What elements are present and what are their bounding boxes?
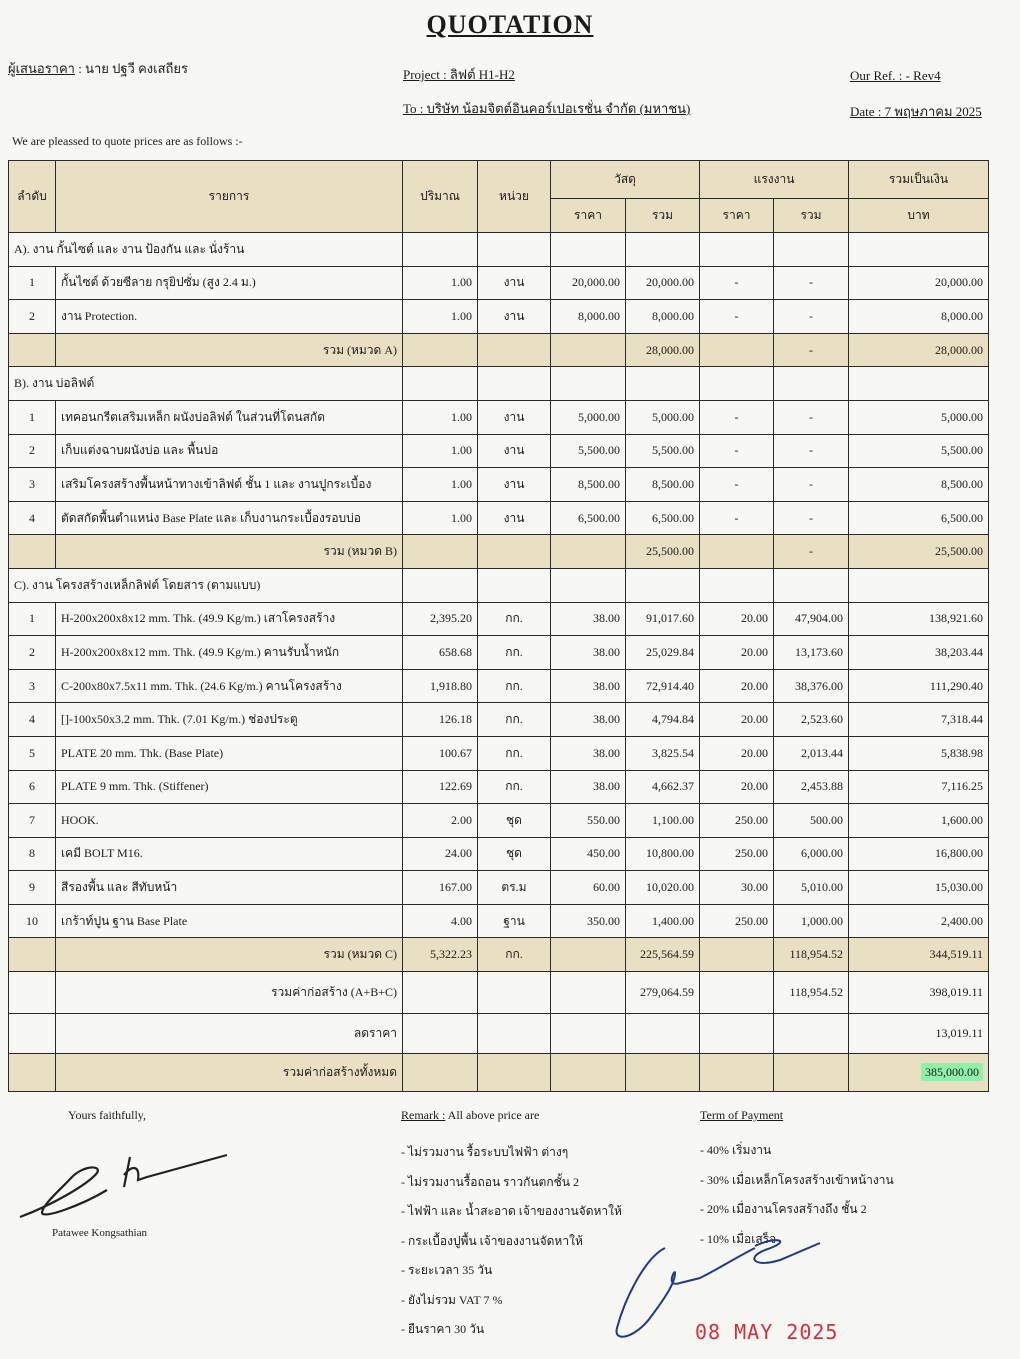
summary-mat-sum: 25,500.00 [626, 535, 700, 569]
grand-total-row-label: รวมค่าก่อสร้างทั้งหมด [56, 1054, 403, 1092]
row-qty: 1,918.80 [403, 669, 478, 703]
empty-cell [700, 333, 774, 367]
section-summary-row [9, 535, 989, 569]
table-row [9, 468, 989, 502]
row-lab-price: 20.00 [700, 770, 774, 804]
remarks-list [401, 1138, 622, 1345]
grand-total-row-material [626, 1054, 700, 1092]
row-mat-price: 350.00 [551, 904, 626, 938]
section-header-row [9, 568, 989, 602]
row-qty: 100.67 [403, 736, 478, 770]
section-summary-row [9, 333, 989, 367]
table-row [9, 266, 989, 300]
table-row [9, 400, 989, 434]
row-total: 8,500.00 [849, 468, 989, 502]
row-no: 4 [9, 703, 56, 737]
summary-qty [403, 535, 478, 569]
empty-cell [551, 1054, 626, 1092]
row-qty: 658.68 [403, 636, 478, 670]
empty-cell [700, 233, 774, 267]
row-mat-price: 38.00 [551, 636, 626, 670]
empty-cell [478, 1014, 551, 1054]
table-row [9, 636, 989, 670]
row-description: เก็บแต่งฉาบผนังบ่อ และ พื้นบ่อ [56, 434, 403, 468]
row-unit: ชุด [478, 804, 551, 838]
row-total: 8,000.00 [849, 300, 989, 334]
section-header-row [9, 233, 989, 267]
empty-cell [774, 367, 849, 401]
summary-lab-sum: 118,954.52 [774, 938, 849, 972]
empty-cell [700, 367, 774, 401]
row-lab-price: - [700, 434, 774, 468]
discount-row [9, 1014, 989, 1054]
offerer-label: ผู้เสนอราคา [8, 61, 75, 76]
empty-cell [551, 233, 626, 267]
row-no: 7 [9, 804, 56, 838]
empty-cell [478, 367, 551, 401]
col-no-header: ลำดับ [9, 161, 56, 233]
grand-total-row-labor [774, 1054, 849, 1092]
row-unit: งาน [478, 434, 551, 468]
summary-total: 344,519.11 [849, 938, 989, 972]
row-total: 15,030.00 [849, 871, 989, 905]
row-mat-sum: 1,400.00 [626, 904, 700, 938]
col-unit-header: หน่วย [478, 161, 551, 233]
row-total: 2,400.00 [849, 904, 989, 938]
summary-total: 25,500.00 [849, 535, 989, 569]
row-description: งาน Protection. [56, 300, 403, 334]
empty-cell [478, 568, 551, 602]
summary-lab-sum: - [774, 333, 849, 367]
empty-cell [403, 1054, 478, 1092]
row-description: HOOK. [56, 804, 403, 838]
row-description: H-200x200x8x12 mm. Thk. (49.9 Kg/m.) เสาโครงสร้าง [56, 602, 403, 636]
empty-cell [700, 568, 774, 602]
empty-cell [849, 233, 989, 267]
empty-cell [9, 938, 56, 972]
offerer-name: : นาย ปฐวี คงเสถียร [78, 61, 189, 76]
row-lab-price: - [700, 468, 774, 502]
row-mat-price: 20,000.00 [551, 266, 626, 300]
section-title: B). งาน บ่อลิฟต์ [9, 367, 403, 401]
summary-qty [403, 333, 478, 367]
row-lab-price: 250.00 [700, 804, 774, 838]
row-unit: งาน [478, 266, 551, 300]
section-summary-row [9, 938, 989, 972]
empty-cell [700, 1054, 774, 1092]
empty-cell [9, 1054, 56, 1092]
row-total: 7,318.44 [849, 703, 989, 737]
empty-cell [551, 938, 626, 972]
summary-total: 28,000.00 [849, 333, 989, 367]
row-lab-sum: - [774, 300, 849, 334]
empty-cell [849, 367, 989, 401]
row-qty: 4.00 [403, 904, 478, 938]
row-mat-sum: 20,000.00 [626, 266, 700, 300]
row-lab-price: 20.00 [700, 636, 774, 670]
empty-cell [849, 568, 989, 602]
row-total: 5,838.98 [849, 736, 989, 770]
row-unit: กก. [478, 770, 551, 804]
row-qty: 1.00 [403, 300, 478, 334]
empty-cell [551, 367, 626, 401]
row-lab-sum: 13,173.60 [774, 636, 849, 670]
table-row [9, 871, 989, 905]
row-description: C-200x80x7.5x11 mm. Thk. (24.6 Kg/m.) คานโครงสร้าง [56, 669, 403, 703]
row-mat-price: 8,000.00 [551, 300, 626, 334]
empty-cell [403, 1014, 478, 1054]
summary-label: รวม (หมวด A) [56, 333, 403, 367]
remark-subtitle: All above price are [447, 1108, 540, 1122]
row-no: 1 [9, 400, 56, 434]
table-row [9, 300, 989, 334]
row-mat-price: 38.00 [551, 669, 626, 703]
row-lab-sum: - [774, 468, 849, 502]
empty-cell [478, 1054, 551, 1092]
row-total: 5,000.00 [849, 400, 989, 434]
remark-item: - ระยะเวลา 35 วัน [401, 1263, 493, 1277]
construction-total-row-amount: 398,019.11 [929, 985, 984, 1000]
row-mat-sum: 72,914.40 [626, 669, 700, 703]
empty-cell [9, 333, 56, 367]
row-unit: งาน [478, 501, 551, 535]
row-lab-sum: - [774, 434, 849, 468]
row-no: 10 [9, 904, 56, 938]
col-labor-price: ราคา [700, 199, 774, 233]
empty-cell [403, 972, 478, 1014]
row-lab-sum: 2,013.44 [774, 736, 849, 770]
row-mat-price: 38.00 [551, 602, 626, 636]
payment-item: - 30% เมื่อเหล็กโครงสร้างเข้าหน้างาน [700, 1172, 894, 1187]
row-lab-price: 20.00 [700, 736, 774, 770]
row-unit: กก. [478, 602, 551, 636]
row-lab-sum: 38,376.00 [774, 669, 849, 703]
empty-cell [403, 367, 478, 401]
remark-title: Remark : [401, 1108, 446, 1122]
summary-mat-sum: 225,564.59 [626, 938, 700, 972]
offerer [8, 58, 188, 79]
table-row [9, 703, 989, 737]
payment-item: - 20% เมื่องานโครงสร้างถึง ชั้น 2 [700, 1202, 867, 1216]
row-lab-price: 20.00 [700, 602, 774, 636]
row-lab-sum: 2,523.60 [774, 703, 849, 737]
row-lab-price: 250.00 [700, 837, 774, 871]
discount-row-amount: 13,019.11 [935, 1026, 984, 1041]
grand-total-row-value [849, 1054, 989, 1092]
section-title: C). งาน โครงสร้างเหล็กลิฟต์ โดยสาร (ตามแบบ) [9, 568, 403, 602]
table-row [9, 736, 989, 770]
col-qty-header: ปริมาณ [403, 161, 478, 233]
row-lab-sum: 47,904.00 [774, 602, 849, 636]
empty-cell [551, 972, 626, 1014]
row-mat-price: 38.00 [551, 703, 626, 737]
row-qty: 2.00 [403, 804, 478, 838]
discount-row-value [849, 1014, 989, 1054]
row-mat-sum: 25,029.84 [626, 636, 700, 670]
row-no: 8 [9, 837, 56, 871]
col-material-header: วัสดุ [551, 161, 700, 199]
row-total: 138,921.60 [849, 602, 989, 636]
summary-unit [478, 535, 551, 569]
row-mat-sum: 91,017.60 [626, 602, 700, 636]
construction-total-row [9, 972, 989, 1014]
row-no: 1 [9, 602, 56, 636]
row-mat-sum: 6,500.00 [626, 501, 700, 535]
row-no: 6 [9, 770, 56, 804]
row-qty: 24.00 [403, 837, 478, 871]
empty-cell [700, 1014, 774, 1054]
empty-cell [403, 568, 478, 602]
row-description: PLATE 20 mm. Thk. (Base Plate) [56, 736, 403, 770]
row-mat-price: 60.00 [551, 871, 626, 905]
row-mat-sum: 8,000.00 [626, 300, 700, 334]
row-unit: งาน [478, 468, 551, 502]
row-mat-price: 38.00 [551, 770, 626, 804]
page-title: QUOTATION [426, 10, 594, 39]
row-mat-price: 38.00 [551, 736, 626, 770]
payment-item: - 40% เริ่มงาน [700, 1143, 772, 1157]
col-material-price: ราคา [551, 199, 626, 233]
empty-cell [626, 568, 700, 602]
row-mat-sum: 1,100.00 [626, 804, 700, 838]
signer-name: Patawee Kongsathian [52, 1227, 147, 1239]
construction-total-row-value [849, 972, 989, 1014]
row-qty: 1.00 [403, 468, 478, 502]
row-description: ตัดสกัดพื้นตำแหน่ง Base Plate และ เก็บงานกระเบื้องรอบบ่อ [56, 501, 403, 535]
row-unit: งาน [478, 400, 551, 434]
row-description: สีรองพื้น และ สีทับหน้า [56, 871, 403, 905]
row-lab-sum: - [774, 266, 849, 300]
row-description: เกร้าท์ปูน ฐาน Base Plate [56, 904, 403, 938]
remark-header [401, 1108, 539, 1123]
row-qty: 1.00 [403, 400, 478, 434]
row-mat-price: 8,500.00 [551, 468, 626, 502]
row-unit: กก. [478, 703, 551, 737]
row-lab-price: - [700, 300, 774, 334]
section-title: A). งาน กั้นไซต์ และ งาน ป้องกัน และ นั่งร้าน [9, 233, 403, 267]
table-row [9, 804, 989, 838]
row-lab-price: 20.00 [700, 703, 774, 737]
our-ref: Our Ref. : - Rev4 [850, 68, 941, 83]
row-total: 20,000.00 [849, 266, 989, 300]
row-no: 3 [9, 669, 56, 703]
row-total: 111,290.40 [849, 669, 989, 703]
table-row [9, 669, 989, 703]
row-lab-price: 30.00 [700, 871, 774, 905]
payment-item: - 10% เมื่อเสร็จ [700, 1231, 777, 1246]
row-lab-sum: 2,453.88 [774, 770, 849, 804]
table-body [9, 233, 989, 1092]
empty-cell [551, 333, 626, 367]
row-lab-price: 250.00 [700, 904, 774, 938]
col-baht: บาท [849, 199, 989, 233]
intro-text: We are pleassed to quote prices are as follows :- [12, 134, 243, 148]
closing-text: Yours faithfully, [68, 1108, 147, 1122]
row-qty: 1.00 [403, 266, 478, 300]
row-no: 2 [9, 434, 56, 468]
row-qty: 1.00 [403, 501, 478, 535]
row-description: H-200x200x8x12 mm. Thk. (49.9 Kg/m.) คานรับน้ำหนัก [56, 636, 403, 670]
table-row [9, 501, 989, 535]
table-row [9, 904, 989, 938]
row-lab-sum: 500.00 [774, 804, 849, 838]
row-total: 16,800.00 [849, 837, 989, 871]
summary-mat-sum: 28,000.00 [626, 333, 700, 367]
remark-item: - ไฟฟ้า และ น้ำสะอาด เจ้าของงานจัดหาให้ [401, 1204, 622, 1218]
remark-item: - ยืนราคา 30 วัน [401, 1322, 485, 1336]
row-no: 5 [9, 736, 56, 770]
table-row [9, 837, 989, 871]
empty-cell [774, 568, 849, 602]
row-mat-sum: 4,662.37 [626, 770, 700, 804]
empty-cell [551, 568, 626, 602]
summary-label: รวม (หมวด C) [56, 938, 403, 972]
row-mat-price: 5,000.00 [551, 400, 626, 434]
row-mat-price: 450.00 [551, 837, 626, 871]
row-mat-sum: 8,500.00 [626, 468, 700, 502]
col-labor-sum: รวม [774, 199, 849, 233]
row-lab-price: - [700, 266, 774, 300]
row-unit: กก. [478, 669, 551, 703]
row-lab-sum: - [774, 400, 849, 434]
col-item-header: รายการ [56, 161, 403, 233]
section-header-row [9, 367, 989, 401]
row-mat-sum: 5,500.00 [626, 434, 700, 468]
row-description: PLATE 9 mm. Thk. (Stiffener) [56, 770, 403, 804]
empty-cell [403, 233, 478, 267]
remark-item: - ไม่รวมงานรื้อถอน ราวกันตกชั้น 2 [401, 1174, 579, 1189]
row-lab-sum: 6,000.00 [774, 837, 849, 871]
construction-total-row-material: 279,064.59 [626, 972, 700, 1014]
remark-item: - ยังไม่รวม VAT 7 % [401, 1292, 503, 1307]
row-no: 2 [9, 636, 56, 670]
empty-cell [9, 1014, 56, 1054]
date: Date : 7 พฤษภาคม 2025 [850, 104, 982, 119]
remark-item: - ไม่รวมงาน รื้อระบบไฟฟ้า ต่างๆ [401, 1145, 569, 1159]
row-unit: ฐาน [478, 904, 551, 938]
col-labor-header: แรงงาน [700, 161, 849, 199]
row-lab-sum: 5,010.00 [774, 871, 849, 905]
table-row [9, 770, 989, 804]
row-qty: 2,395.20 [403, 602, 478, 636]
row-no: 2 [9, 300, 56, 334]
summary-unit: กก. [478, 938, 551, 972]
row-unit: งาน [478, 300, 551, 334]
row-lab-sum: 1,000.00 [774, 904, 849, 938]
row-lab-price: - [700, 501, 774, 535]
empty-cell [551, 535, 626, 569]
row-total: 5,500.00 [849, 434, 989, 468]
row-qty: 167.00 [403, 871, 478, 905]
table-row [9, 602, 989, 636]
discount-row-label: ลดราคา [56, 1014, 403, 1054]
summary-lab-sum: - [774, 535, 849, 569]
col-total-header: รวมเป็นเงิน [849, 161, 989, 199]
row-mat-price: 6,500.00 [551, 501, 626, 535]
row-unit: ชุด [478, 837, 551, 871]
payment-title: Term of Payment [700, 1108, 784, 1122]
row-lab-price: - [700, 400, 774, 434]
row-description: เคมี BOLT M16. [56, 837, 403, 871]
row-mat-sum: 3,825.54 [626, 736, 700, 770]
row-qty: 1.00 [403, 434, 478, 468]
row-description: กั้นไซต์ ด้วยซีลาย กรุยิปซั่ม (สูง 2.4 ม.) [56, 266, 403, 300]
row-mat-price: 550.00 [551, 804, 626, 838]
table-row [9, 434, 989, 468]
project: Project : ลิฟต์ H1-H2 [403, 67, 515, 82]
construction-total-row-labor: 118,954.52 [774, 972, 849, 1014]
row-no: 4 [9, 501, 56, 535]
empty-cell [626, 367, 700, 401]
row-no: 1 [9, 266, 56, 300]
row-no: 9 [9, 871, 56, 905]
empty-cell [700, 535, 774, 569]
row-unit: ตร.ม [478, 871, 551, 905]
row-mat-sum: 5,000.00 [626, 400, 700, 434]
empty-cell [478, 972, 551, 1014]
empty-cell [478, 233, 551, 267]
empty-cell [700, 938, 774, 972]
empty-cell [774, 233, 849, 267]
row-mat-sum: 4,794.84 [626, 703, 700, 737]
recipient: To : บริษัท น้อมจิตต์อินคอร์เปอเรชั่น จำกัด (มหาชน) [403, 101, 691, 116]
col-material-sum: รวม [626, 199, 700, 233]
row-total: 1,600.00 [849, 804, 989, 838]
row-qty: 126.18 [403, 703, 478, 737]
discount-row-material [626, 1014, 700, 1054]
remark-item: - กระเบื้องปูพื้น เจ้าของงานจัดหาให้ [401, 1233, 583, 1248]
row-mat-sum: 10,800.00 [626, 837, 700, 871]
row-unit: กก. [478, 736, 551, 770]
row-total: 6,500.00 [849, 501, 989, 535]
grand-total-row [9, 1054, 989, 1092]
row-description: เสริมโครงสร้างพื้นหน้าทางเข้าลิฟต์ ชั้น 1 และ งานปูกระเบื้อง [56, 468, 403, 502]
empty-cell [9, 972, 56, 1014]
row-unit: กก. [478, 636, 551, 670]
empty-cell [551, 1014, 626, 1054]
row-description: []-100x50x3.2 mm. Thk. (7.01 Kg/m.) ช่องประตู [56, 703, 403, 737]
row-no: 3 [9, 468, 56, 502]
date-stamp: 08 MAY 2025 [695, 1320, 839, 1344]
row-mat-sum: 10,020.00 [626, 871, 700, 905]
discount-row-labor [774, 1014, 849, 1054]
summary-unit [478, 333, 551, 367]
summary-qty: 5,322.23 [403, 938, 478, 972]
row-lab-sum: - [774, 501, 849, 535]
empty-cell [626, 233, 700, 267]
summary-label: รวม (หมวด B) [56, 535, 403, 569]
quotation-table-wrap [8, 160, 988, 1088]
row-description: เทคอนกรีตเสริมเหล็ก ผนังบ่อลิฟต์ ในส่วนที่โดนสกัด [56, 400, 403, 434]
empty-cell [9, 535, 56, 569]
row-qty: 122.69 [403, 770, 478, 804]
row-lab-price: 20.00 [700, 669, 774, 703]
row-total: 38,203.44 [849, 636, 989, 670]
empty-cell [700, 972, 774, 1014]
row-total: 7,116.25 [849, 770, 989, 804]
quotation-table [8, 160, 989, 1092]
grand-total-row-amount: 385,000.00 [921, 1063, 983, 1081]
row-mat-price: 5,500.00 [551, 434, 626, 468]
construction-total-row-label: รวมค่าก่อสร้าง (A+B+C) [56, 972, 403, 1014]
